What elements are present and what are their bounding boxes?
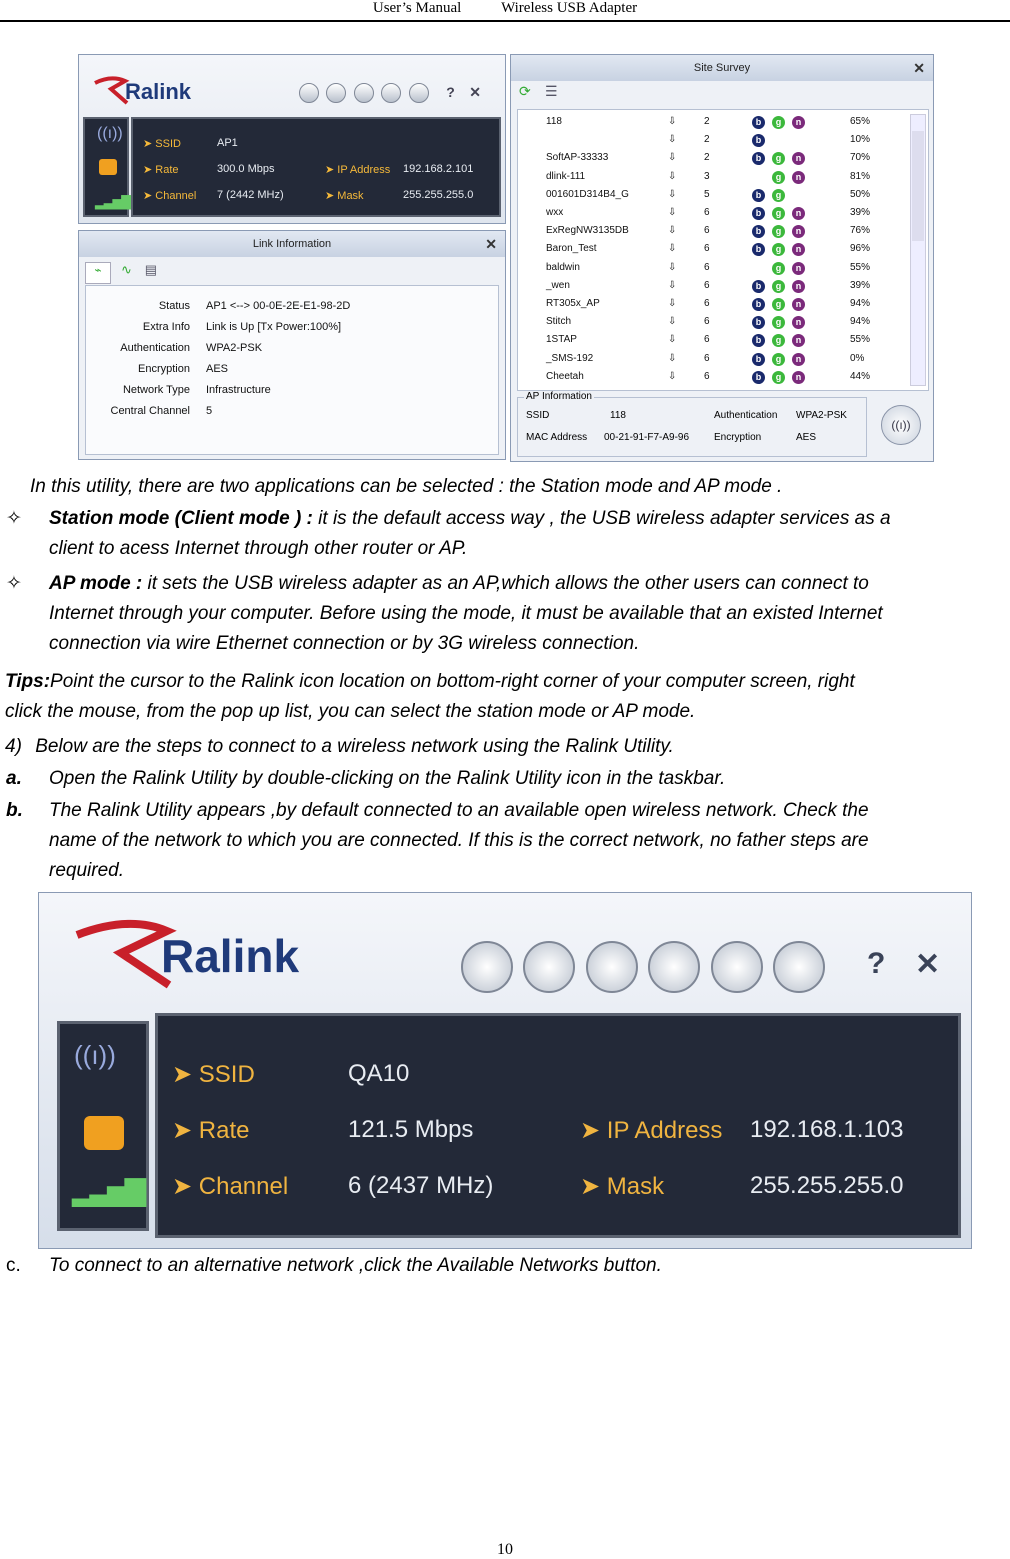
main-window [78, 54, 506, 224]
search-icon[interactable] [523, 941, 575, 993]
link-info-value: AES [206, 363, 229, 375]
step-4-number: 4) [5, 736, 22, 757]
rate-label: ➤ Rate [143, 164, 179, 176]
brand-name: Ralink [161, 930, 300, 982]
network-channel: 6 [704, 316, 710, 328]
channel-label: ➤ Channel [143, 190, 197, 202]
ap-mode-text: it sets the USB wireless adapter as an AP,which allows the other users can connect to [142, 573, 869, 594]
info-icon[interactable] [773, 941, 825, 993]
signal-arrow-icon: ⇩ [668, 243, 677, 255]
link-info-key: Status [158, 300, 190, 312]
mode-n-icon: n [792, 298, 805, 311]
link-information-window [78, 230, 506, 460]
network-row[interactable] [518, 260, 908, 278]
link-info-row [86, 384, 498, 402]
mode-g-icon: g [772, 189, 785, 202]
link-info-value: 5 [206, 405, 213, 417]
help-icon[interactable]: ? [446, 84, 455, 101]
mode-n-icon: n [792, 243, 805, 256]
mode-n-icon: n [792, 225, 805, 238]
bullet-ap-mode [0, 569, 1010, 659]
network-row[interactable] [518, 278, 908, 296]
network-signal-percent: 65% [850, 116, 871, 127]
network-channel: 3 [704, 170, 710, 182]
signal-arrow-icon: ⇩ [668, 152, 677, 164]
mode-n-icon: n [792, 353, 805, 366]
connection-panel [131, 117, 501, 217]
signal-arrow-icon: ⇩ [668, 134, 677, 146]
channel-label: ➤ Channel [172, 1173, 289, 1200]
link-info-title: Link Information [252, 238, 332, 250]
status-icons-panel [57, 1021, 149, 1231]
link-info-key: Network Type [122, 384, 190, 396]
mode-b-icon: b [752, 371, 765, 384]
ap-mac-label: MAC Address [526, 432, 588, 443]
ssid-value: AP1 [217, 137, 238, 149]
ap-information-box [517, 391, 867, 457]
network-ssid: _SMS-192 [546, 352, 594, 364]
network-row[interactable] [518, 132, 908, 150]
network-signal-percent: 44% [850, 370, 871, 382]
signal-icon: ▂▃▅▇ [72, 1175, 143, 1206]
profile-icon[interactable] [326, 83, 346, 103]
link-info-value: Link is Up [Tx Power:100%] [206, 321, 342, 333]
tips-text: Point the cursor to the Ralink icon location on bottom-right corner of your computer screen, right [50, 671, 855, 692]
mode-n-icon: n [792, 116, 805, 129]
lock-icon [99, 159, 117, 175]
network-signal-percent: 70% [850, 152, 871, 164]
network-channel: 5 [704, 188, 710, 200]
step-c-marker: c. [6, 1255, 21, 1276]
tab-rss-icon[interactable]: ⌁ [85, 262, 111, 284]
network-channel: 2 [704, 134, 710, 146]
tab-activity-icon[interactable]: ∿ [121, 262, 132, 277]
signal-arrow-icon: ⇩ [668, 207, 677, 218]
signal-arrow-icon: ⇩ [668, 370, 677, 382]
rate-value: 300.0 Mbps [217, 163, 275, 175]
network-ssid: SoftAP-33333 [546, 152, 609, 164]
network-row[interactable] [518, 241, 908, 259]
site-survey-window [510, 54, 934, 462]
mode-b-icon: b [752, 316, 765, 329]
network-ssid: _wen [546, 279, 570, 291]
profile-icon[interactable] [648, 941, 700, 993]
signal-arrow-icon: ⇩ [668, 316, 677, 328]
list-icon[interactable] [299, 83, 319, 103]
network-row[interactable] [518, 351, 908, 369]
station-mode-text-2: client to acess Internet through other router or AP. [49, 538, 468, 559]
link-info-row [86, 405, 498, 423]
signal-arrow-icon: ⇩ [668, 188, 677, 200]
diamond-bullet-icon: ✧ [6, 508, 22, 529]
network-channel: 2 [704, 152, 710, 164]
network-ssid: RT305x_AP [546, 298, 600, 309]
mode-g-icon: g [772, 334, 785, 347]
site-survey-title: Site Survey [693, 62, 751, 74]
mode-g-icon: g [772, 371, 785, 384]
network-ssid: 1STAP [546, 334, 577, 346]
rate-label: ➤ Rate [172, 1117, 250, 1144]
mode-n-icon: n [792, 207, 805, 220]
link-info-row [86, 342, 498, 360]
antenna-icon: ((ı)) [97, 125, 123, 142]
mode-g-icon: g [772, 262, 785, 275]
mode-b-icon: b [752, 116, 765, 129]
link-info-key: Central Channel [110, 405, 190, 417]
network-channel: 6 [704, 225, 710, 237]
network-row[interactable] [518, 114, 908, 132]
network-channel: 6 [704, 298, 710, 309]
ap-ssid-value: 118 [610, 410, 626, 421]
network-signal-percent: 76% [850, 225, 871, 237]
link-info-value: WPA2-PSK [206, 342, 263, 354]
header-left: User’s Manual [372, 0, 462, 16]
mode-g-icon: g [772, 116, 785, 129]
ip-label: ➤ IP Address [580, 1117, 723, 1144]
network-channel: 2 [704, 116, 710, 127]
station-mode-heading: Station mode (Client mode ) : [49, 508, 313, 529]
close-icon[interactable]: ✕ [485, 236, 497, 252]
mode-b-icon: b [752, 134, 765, 147]
scrollbar-thumb[interactable] [912, 131, 924, 241]
ralink-logo [91, 73, 201, 109]
ralink-logo [69, 913, 349, 993]
mask-value: 255.255.255.0 [750, 1172, 904, 1199]
gear-icon[interactable] [711, 941, 763, 993]
step-a-text: Open the Ralink Utility by double-clicking on the Ralink Utility icon in the taskbar. [49, 768, 726, 789]
step-4-text: Below are the steps to connect to a wireless network using the Ralink Utility. [35, 736, 674, 757]
network-row[interactable] [518, 169, 908, 187]
signal-arrow-icon: ⇩ [668, 261, 677, 273]
mask-value: 255.255.255.0 [403, 189, 474, 201]
ssid-value: QA10 [348, 1060, 410, 1087]
network-row[interactable] [518, 205, 908, 223]
help-icon[interactable]: ? [867, 947, 886, 980]
list-view-icon[interactable]: ☰ [545, 83, 558, 99]
network-row[interactable] [518, 150, 908, 168]
toolbar [461, 941, 831, 998]
step-a [0, 764, 1010, 794]
info-icon[interactable] [409, 83, 429, 103]
mask-label: ➤ Mask [580, 1173, 665, 1200]
network-signal-percent: 39% [850, 207, 871, 218]
step-c [0, 1251, 1010, 1281]
tab-document-icon[interactable]: ▤ [144, 262, 158, 277]
network-ssid: ExRegNW3135DB [546, 225, 629, 237]
network-channel: 6 [704, 261, 710, 273]
network-signal-percent: 94% [850, 316, 871, 328]
network-row[interactable] [518, 223, 908, 241]
close-icon[interactable]: ✕ [913, 60, 925, 76]
network-ssid: Cheetah [546, 370, 584, 382]
signal-arrow-icon: ⇩ [668, 170, 677, 182]
mode-b-icon: b [752, 243, 765, 256]
step-4 [5, 732, 674, 762]
ip-value: 192.168.2.101 [403, 163, 474, 175]
signal-arrow-icon: ⇩ [668, 334, 677, 346]
link-info-titlebar [79, 231, 505, 257]
ap-mode-text-2: Internet through your computer. Before using the mode, it must be available that an existed Internet [49, 603, 883, 624]
rss-icon[interactable] [461, 941, 513, 993]
diamond-bullet-icon: ✧ [6, 573, 22, 594]
connect-antenna-icon[interactable]: ((ı)) [881, 405, 921, 445]
network-signal-percent: 55% [850, 261, 871, 273]
ip-label: ➤ IP Address [325, 164, 391, 176]
signal-arrow-icon: ⇩ [668, 279, 677, 291]
mode-g-icon: g [772, 243, 785, 256]
ap-mode-text-3: connection via wire Ethernet connection or by 3G wireless connection. [49, 633, 640, 654]
ip-value: 192.168.1.103 [750, 1116, 904, 1143]
network-channel: 6 [704, 370, 710, 382]
status-icons-panel [83, 117, 129, 217]
connection-panel [155, 1013, 961, 1238]
network-signal-percent: 94% [850, 298, 871, 309]
ralink-utility-enlarged [38, 892, 972, 1249]
network-ssid: wxx [546, 207, 564, 218]
ap-enc-value: AES [796, 432, 817, 443]
ap-enc-label: Encryption [714, 432, 762, 443]
refresh-icon[interactable]: ⟳ [519, 83, 531, 99]
network-row[interactable] [518, 314, 908, 332]
mode-n-icon: n [792, 262, 805, 275]
channel-value: 6 (2437 MHz) [348, 1172, 494, 1199]
mode-n-icon: n [792, 280, 805, 293]
step-c-text: To connect to an alternative network ,click the Available Networks button. [49, 1255, 662, 1276]
step-a-marker: a. [6, 768, 22, 789]
toolbar [299, 83, 481, 103]
network-signal-percent: 96% [850, 243, 871, 255]
mode-b-icon: b [752, 298, 765, 311]
rate-value: 121.5 Mbps [348, 1116, 474, 1143]
network-ssid: Baron_Test [546, 243, 597, 255]
link-info-key: Extra Info [142, 321, 190, 333]
header-right: Wireless USB Adapter [501, 0, 638, 16]
network-list [517, 109, 929, 391]
signal-arrow-icon: ⇩ [668, 352, 677, 364]
link-info-key: Authentication [120, 342, 190, 354]
mode-b-icon: b [752, 152, 765, 165]
step-b-text-3: required. [49, 860, 124, 881]
signal-arrow-icon: ⇩ [668, 298, 677, 309]
network-channel: 6 [704, 243, 710, 255]
signal-arrow-icon: ⇩ [668, 116, 677, 127]
step-b [0, 796, 1010, 886]
mode-n-icon: n [792, 152, 805, 165]
network-channel: 6 [704, 207, 710, 218]
brand-name: Ralink [125, 79, 192, 104]
link-info-row [86, 363, 498, 381]
mode-n-icon: n [792, 334, 805, 347]
mode-b-icon: b [752, 207, 765, 220]
mode-b-icon: b [752, 334, 765, 347]
ssid-label: ➤ SSID [143, 138, 181, 150]
tips-heading: Tips: [5, 671, 51, 692]
network-channel: 6 [704, 352, 710, 364]
site-survey-titlebar [511, 55, 933, 81]
mode-b-icon: b [752, 189, 765, 202]
close-icon[interactable]: ✕ [469, 84, 482, 101]
bullet-station-mode [0, 504, 1010, 564]
station-mode-text: it is the default access way , the USB wireless adapter services as a [312, 508, 891, 529]
signal-icon: ▂▃▅▇ [95, 193, 131, 209]
ralink-utility-screenshot [78, 54, 934, 462]
step-b-marker: b. [6, 800, 23, 821]
link-info-row [86, 321, 498, 339]
network-channel: 6 [704, 279, 710, 291]
mode-b-icon: b [752, 353, 765, 366]
mode-g-icon: g [772, 171, 785, 184]
mode-b-icon: b [752, 225, 765, 238]
network-ssid: Stitch [546, 316, 572, 328]
ap-mode-heading: AP mode : [49, 573, 143, 594]
network-signal-percent: 55% [850, 334, 871, 346]
ap-info-title: AP Information [526, 391, 592, 402]
close-icon[interactable]: ✕ [915, 948, 941, 981]
list-icon[interactable] [586, 941, 638, 993]
network-row[interactable] [518, 296, 908, 314]
network-signal-percent: 81% [850, 170, 871, 182]
mode-n-icon: n [792, 171, 805, 184]
scrollbar[interactable] [910, 114, 926, 386]
link-info-panel [85, 285, 499, 455]
mode-n-icon: n [792, 316, 805, 329]
ap-auth-value: WPA2-PSK [796, 410, 847, 421]
page-number: 10 [497, 1541, 513, 1558]
network-row[interactable] [518, 187, 908, 205]
network-signal-percent: 10% [850, 134, 871, 146]
network-channel: 6 [704, 334, 710, 346]
network-ssid: baldwin [546, 261, 580, 273]
mode-g-icon: g [772, 225, 785, 238]
network-signal-percent: 39% [850, 279, 871, 291]
ap-mac-value: 00-21-91-F7-A9-96 [604, 432, 690, 443]
network-row[interactable] [518, 332, 908, 350]
mode-n-icon: n [792, 371, 805, 384]
mask-label: ➤ Mask [325, 190, 364, 202]
step-b-text: The Ralink Utility appears ,by default connected to an available open wireless network. Check the [49, 800, 869, 821]
network-signal-percent: 0% [850, 352, 865, 364]
link-info-row [86, 300, 498, 318]
tips-paragraph [5, 667, 1005, 727]
mode-g-icon: g [772, 152, 785, 165]
lock-icon [84, 1116, 124, 1150]
ap-auth-label: Authentication [714, 410, 778, 421]
mode-b-icon: b [752, 280, 765, 293]
mode-g-icon: g [772, 353, 785, 366]
link-info-key: Encryption [138, 363, 190, 375]
network-ssid: dlink-111 [546, 170, 586, 182]
mode-g-icon: g [772, 298, 785, 311]
link-info-tabs [85, 261, 160, 284]
ssid-label: ➤ SSID [172, 1061, 255, 1088]
antenna-icon: ((ı)) [74, 1040, 116, 1070]
mode-g-icon: g [772, 207, 785, 220]
network-signal-percent: 50% [850, 188, 871, 200]
mode-g-icon: g [772, 316, 785, 329]
ap-ssid-label: SSID [526, 410, 550, 421]
channel-value: 7 (2442 MHz) [217, 189, 284, 201]
search-icon[interactable] [354, 83, 374, 103]
tips-text-2: click the mouse, from the pop up list, you can select the station mode or AP mode. [5, 701, 696, 722]
gear-icon[interactable] [381, 83, 401, 103]
mode-g-icon: g [772, 280, 785, 293]
step-b-text-2: name of the network to which you are connected. If this is the correct network, no father steps are [49, 830, 869, 851]
network-ssid: 118 [546, 116, 562, 127]
link-info-value: AP1 <--> 00-0E-2E-E1-98-2D [206, 300, 351, 312]
network-row[interactable] [518, 369, 908, 387]
page-header [0, 0, 1010, 22]
network-ssid: 001601D314B4_G [546, 188, 629, 200]
link-info-value: Infrastructure [206, 384, 271, 396]
intro-paragraph: In this utility, there are two applications can be selected : the Station mode and AP mode . [30, 476, 783, 497]
signal-arrow-icon: ⇩ [668, 225, 677, 237]
